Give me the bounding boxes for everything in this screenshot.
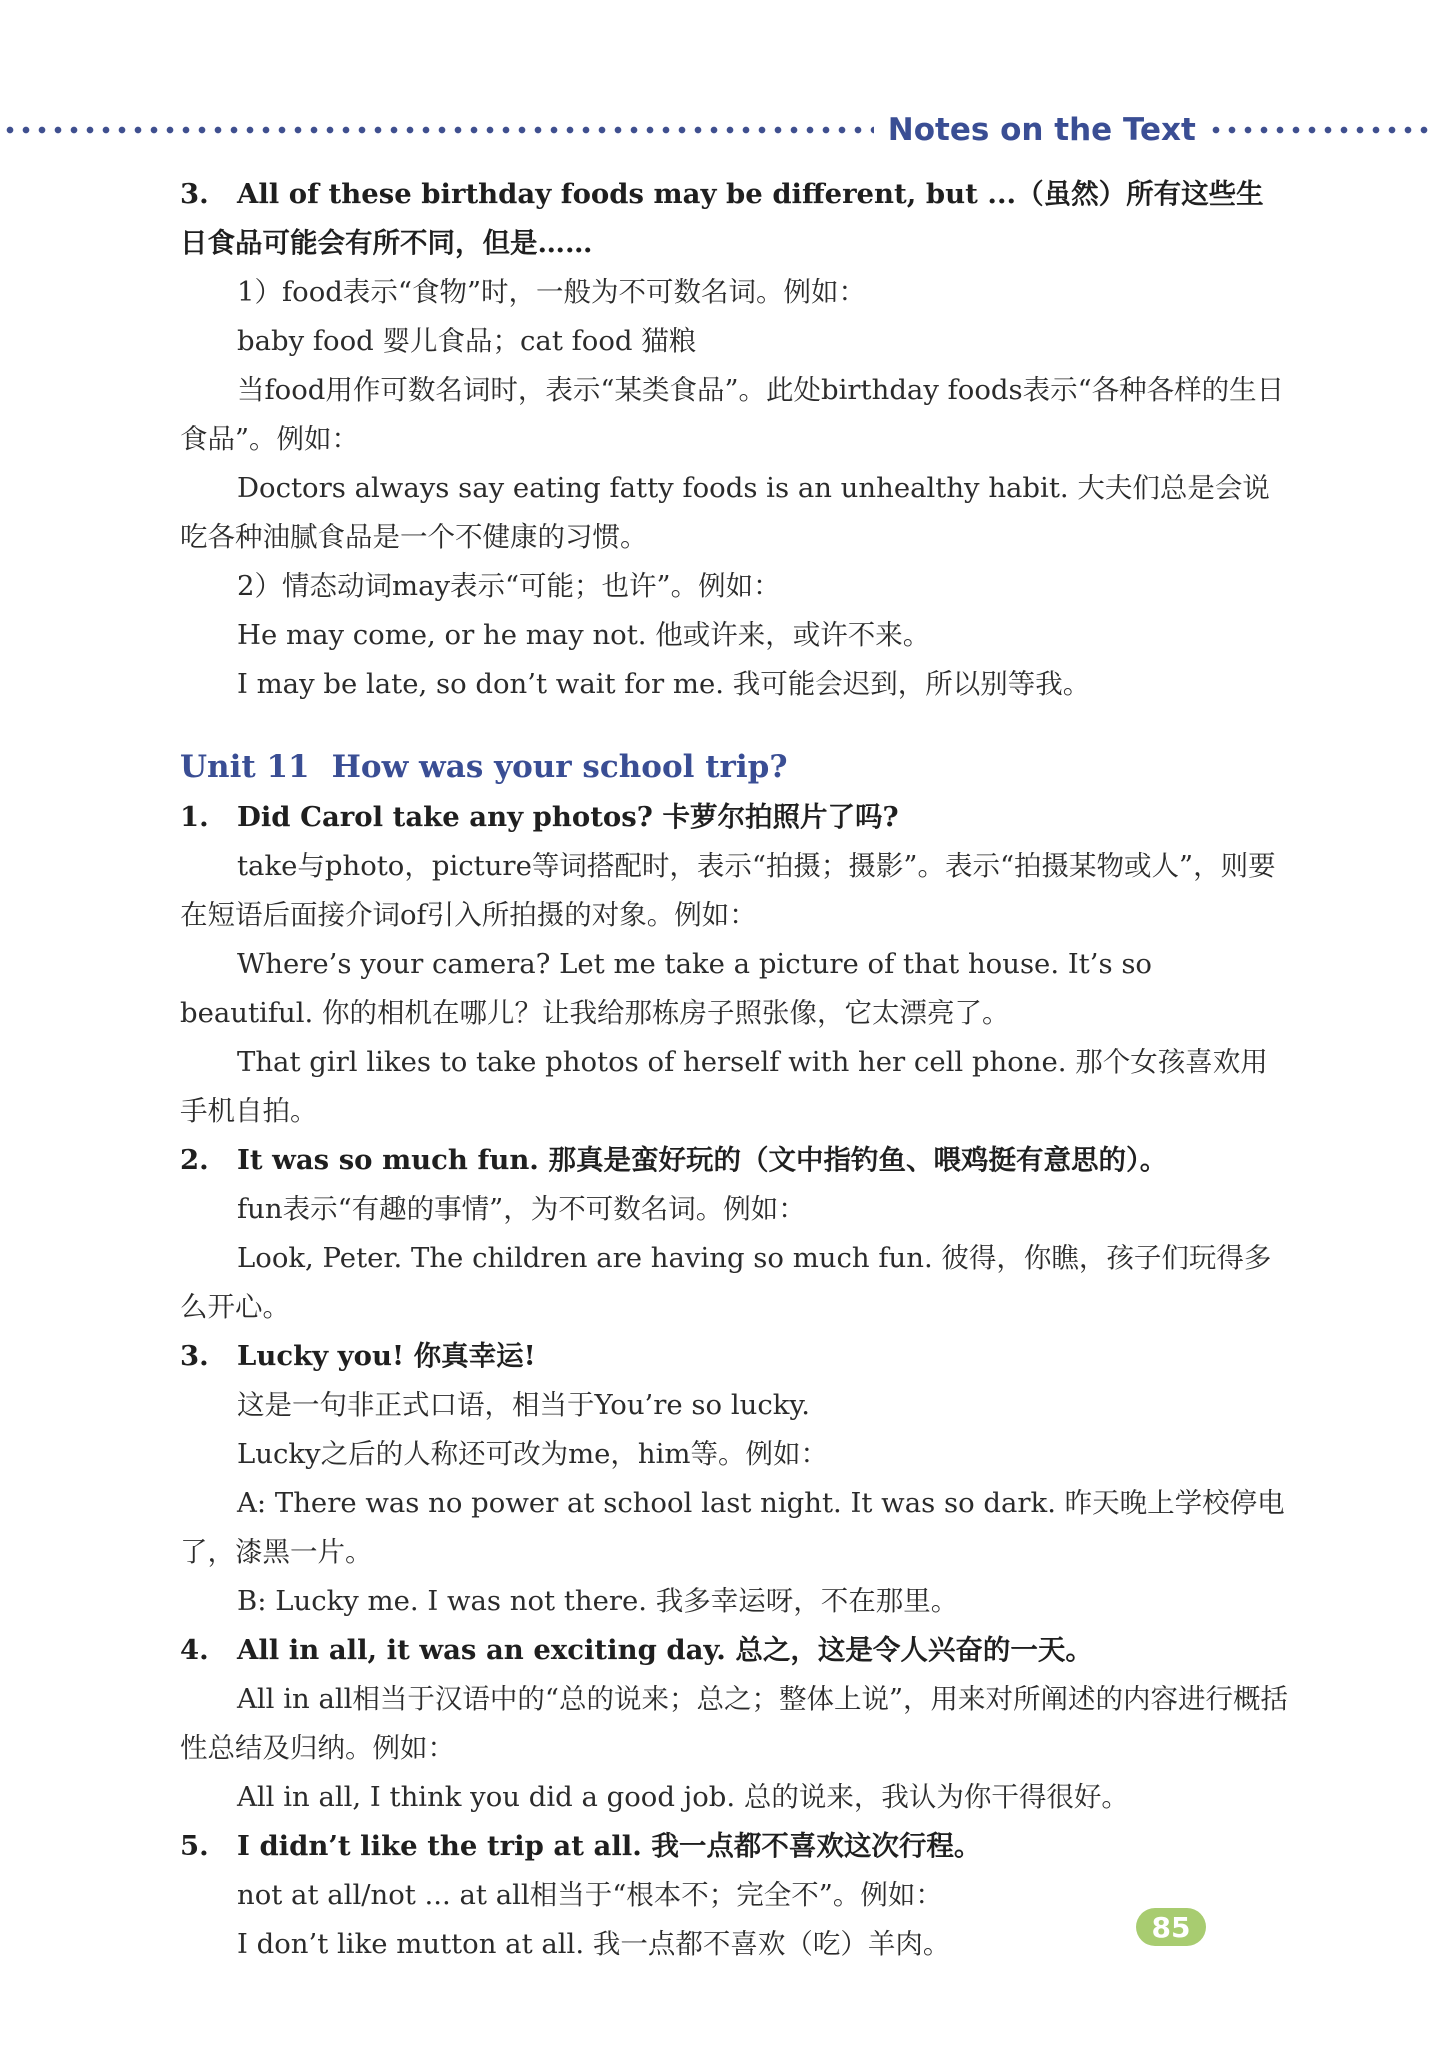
note-line: A: There was no power at school last night. It was so dark. 昨天晚上学校停电了，漆黑一片。 [180,1487,1285,1568]
note-title: 3. Lucky you! 你真幸运! [180,1332,1290,1381]
note-title: 5. I didn’t like the trip at all. 我一点都不喜欢这次行程。 [180,1822,1290,1871]
note-title: 3. All of these birthday foods may be different, but ...（虽然）所有这些生日食品可能会有所不同，但是…… [180,170,1290,268]
page-number: 85 [1136,1908,1206,1946]
note-line: Look, Peter. The children are having so much fun. 彼得，你瞧，孩子们玩得多么开心。 [180,1242,1272,1323]
note-title: 4. All in all, it was an exciting day. 总之，这是令人兴奋的一天。 [180,1626,1290,1675]
note-number: 3. [180,178,209,210]
note-line: Doctors always say eating fatty foods is an unhealthy habit. 大夫们总是会说吃各种油腻食品是一个不健康的习惯。 [180,472,1270,553]
note-number: 4. [180,1634,209,1666]
header-bar [0,108,1434,152]
note-2 [180,1136,1290,1332]
header-dots-left [2,125,874,135]
note-line: I may be late, so don’t wait for me. 我可能会迟到，所以别等我。 [237,668,1091,700]
note-3 [180,1332,1290,1626]
note-line: All in all相当于汉语中的“总的说来；总之；整体上说”，用来对所阐述的内容进行概括性总结及归纳。例如： [180,1683,1289,1764]
note-line: baby food 婴儿食品；cat food 猫粮 [237,325,697,357]
unit-title: How was your school trip? [331,749,788,785]
note-number: 5. [180,1830,209,1862]
note-title: 2. It was so much fun. 那真是蛮好玩的（文中指钓鱼、喂鸡挺有意思的）。 [180,1136,1290,1185]
note-line: He may come, or he may not. 他或许来，或许不来。 [237,619,931,651]
page-content [180,170,1290,1969]
note-line: 1）food表示“食物”时，一般为不可数名词。例如： [237,276,867,308]
note-line: 当food用作可数名词时，表示“某类食品”。此处birthday foods表示“各种各样的生日食品”。例如： [180,374,1285,455]
note-line: All in all, I think you did a good job. 总的说来，我认为你干得很好。 [237,1781,1129,1813]
note-line: 这是一句非正式口语，相当于You’re so lucky. [237,1389,811,1421]
note-line: fun表示“有趣的事情”，为不可数名词。例如： [237,1193,806,1225]
note-number: 3. [180,1340,209,1372]
header-dots-right [1208,125,1434,135]
note-line: not at all/not ... at all相当于“根本不；完全不”。例如： [237,1879,943,1911]
note-line: I don’t like mutton at all. 我一点都不喜欢（吃）羊肉。 [237,1928,951,1960]
note-line: B: Lucky me. I was not there. 我多幸运呀，不在那里。 [237,1585,959,1617]
section-title: Notes on the Text [887,112,1196,148]
note-line: take与photo，picture等词搭配时，表示“拍摄；摄影”。表示“拍摄某物或人”，则要在短语后面接介词of引入所拍摄的对象。例如： [180,850,1276,931]
note-5 [180,1822,1290,1969]
note-4 [180,1626,1290,1822]
note-line: Lucky之后的人称还可改为me，him等。例如： [237,1438,829,1470]
note-line: 2）情态动词may表示“可能；也许”。例如： [237,570,781,602]
unit-heading [180,741,1290,793]
note-1 [180,793,1290,1136]
note-title: 1. Did Carol take any photos? 卡萝尔拍照片了吗? [180,793,1290,842]
unit-number: Unit 11 [180,749,310,785]
note-prev-3 [180,170,1290,709]
note-number: 2. [180,1144,209,1176]
note-line: That girl likes to take photos of herself with her cell phone. 那个女孩喜欢用手机自拍。 [180,1046,1268,1127]
note-number: 1. [180,801,209,833]
note-line: Where’s your camera? Let me take a picture of that house. It’s so beautiful. 你的相机在哪儿？让我给那栋房子照张像，它太漂亮了。 [180,948,1152,1029]
